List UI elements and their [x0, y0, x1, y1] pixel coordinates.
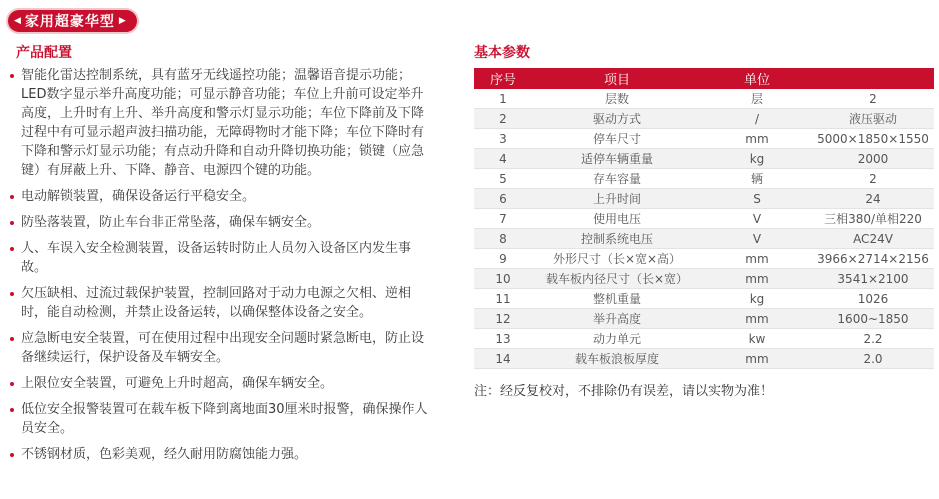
feature-text: 应急断电安全装置，可在使用过程中出现安全问题时紧急断电，防止设备继续运行，保护设备及车辆安全。	[21, 331, 425, 365]
header-index: 序号	[474, 68, 532, 89]
cell-value: 2.0	[812, 349, 934, 369]
cell-index: 13	[474, 329, 532, 349]
cell-value: 1600~1850	[812, 309, 934, 329]
cell-index: 7	[474, 209, 532, 229]
cell-value: 5000×1850×1550	[812, 129, 934, 149]
cell-item: 使用电压	[532, 209, 702, 229]
cell-unit: kw	[702, 329, 812, 349]
header-unit: 单位	[702, 68, 812, 89]
feature-item	[8, 239, 433, 277]
cell-index: 9	[474, 249, 532, 269]
cell-item: 载车板浪板厚度	[532, 349, 702, 369]
header-item: 项目	[532, 68, 702, 89]
cell-index: 2	[474, 109, 532, 129]
feature-text: 防坠落装置，防止车台非正常坠落，确保车辆安全。	[21, 215, 321, 230]
bullet-icon	[10, 74, 14, 78]
cell-index: 4	[474, 149, 532, 169]
header-value	[812, 68, 934, 89]
cell-value: 2	[812, 89, 934, 109]
right-arrow-icon: ▶	[118, 16, 127, 26]
feature-text: 电动解锁装置，确保设备运行平稳安全。	[21, 189, 256, 204]
table-row	[474, 209, 934, 229]
cell-index: 8	[474, 229, 532, 249]
feature-text: 不锈钢材质，色彩美观，经久耐用防腐蚀能力强。	[21, 447, 308, 462]
bullet-icon	[10, 408, 14, 412]
cell-index: 3	[474, 129, 532, 149]
table-row	[474, 229, 934, 249]
cell-item: 外形尺寸（长×宽×高）	[532, 249, 702, 269]
cell-index: 12	[474, 309, 532, 329]
cell-item: 存车容量	[532, 169, 702, 189]
cell-item: 上升时间	[532, 189, 702, 209]
feature-list	[8, 66, 433, 471]
cell-unit: kg	[702, 149, 812, 169]
feature-item	[8, 187, 433, 206]
cell-item: 控制系统电压	[532, 229, 702, 249]
cell-index: 1	[474, 89, 532, 109]
feature-text: 智能化雷达控制系统，具有蓝牙无线遥控功能；温馨语音提示功能；LED数字显示举升高度功能；可显示静音功能；车位上升前可设定举升高度，上升时有上升、举升高度和警示灯显示功能；车位下降前及下降过程中有可显示超声波扫描功能，无障碍物时才能下降；车位下降时有下降和警示灯显示功能；有点动升降和自动升降切换功能；锁键（应急键）有屏蔽上升、下降、静音、电源四个键的功能。	[21, 68, 425, 178]
cell-unit: /	[702, 109, 812, 129]
cell-item: 适停车辆重量	[532, 149, 702, 169]
feature-item	[8, 400, 433, 438]
feature-item	[8, 329, 433, 367]
bullet-icon	[10, 247, 14, 251]
table-row	[474, 89, 934, 109]
table-row	[474, 309, 934, 329]
cell-item: 停车尺寸	[532, 129, 702, 149]
disclaimer-note: 注：经反复校对，不排除仍有误差，请以实物为准！	[474, 384, 774, 399]
cell-unit: mm	[702, 349, 812, 369]
cell-value: 24	[812, 189, 934, 209]
cell-value: 2	[812, 169, 934, 189]
table-row	[474, 109, 934, 129]
cell-index: 11	[474, 289, 532, 309]
bullet-icon	[10, 195, 14, 199]
cell-item: 载车板内径尺寸（长×宽）	[532, 269, 702, 289]
feature-text: 上限位安全装置，可避免上升时超高，确保车辆安全。	[21, 376, 334, 391]
cell-value: 3966×2714×2156	[812, 249, 934, 269]
cell-item: 整机重量	[532, 289, 702, 309]
cell-unit: mm	[702, 129, 812, 149]
feature-item	[8, 374, 433, 393]
cell-value: 液压驱动	[812, 109, 934, 129]
left-arrow-icon: ◀	[14, 16, 22, 26]
params-title: 基本参数	[474, 45, 530, 61]
table-row	[474, 249, 934, 269]
cell-item: 举升高度	[532, 309, 702, 329]
cell-unit: 辆	[702, 169, 812, 189]
cell-index: 10	[474, 269, 532, 289]
cell-unit: mm	[702, 249, 812, 269]
cell-unit: kg	[702, 289, 812, 309]
table-row	[474, 129, 934, 149]
table-header-row	[474, 68, 934, 89]
cell-unit: S	[702, 189, 812, 209]
category-badge	[8, 10, 137, 32]
table-row	[474, 329, 934, 349]
params-table	[474, 68, 934, 369]
cell-item: 层数	[532, 89, 702, 109]
bullet-icon	[10, 382, 14, 386]
config-title: 产品配置	[16, 45, 72, 61]
feature-text: 低位安全报警装置可在载车板下降到离地面30厘米时报警，确保操作人员安全。	[21, 402, 428, 436]
cell-index: 5	[474, 169, 532, 189]
cell-value: 3541×2100	[812, 269, 934, 289]
cell-value: 三相380/单相220	[812, 209, 934, 229]
feature-text: 欠压缺相、过流过载保护装置，控制回路对于动力电源之欠相、逆相时，能自动检测，并禁止设备运转，以确保整体设备之安全。	[21, 286, 412, 320]
cell-value: AC24V	[812, 229, 934, 249]
table-row	[474, 189, 934, 209]
badge-title: 家用超豪华型	[24, 14, 115, 30]
cell-unit: V	[702, 209, 812, 229]
bullet-icon	[10, 337, 14, 341]
feature-item	[8, 66, 433, 180]
table-row	[474, 269, 934, 289]
cell-unit: mm	[702, 269, 812, 289]
bullet-icon	[10, 221, 14, 225]
feature-item	[8, 284, 433, 322]
cell-unit: V	[702, 229, 812, 249]
cell-item: 动力单元	[532, 329, 702, 349]
cell-value: 1026	[812, 289, 934, 309]
cell-unit: mm	[702, 309, 812, 329]
feature-item	[8, 445, 433, 464]
bullet-icon	[10, 292, 14, 296]
table-row	[474, 149, 934, 169]
cell-index: 14	[474, 349, 532, 369]
cell-index: 6	[474, 189, 532, 209]
bullet-icon	[10, 453, 14, 457]
table-row	[474, 169, 934, 189]
feature-item	[8, 213, 433, 232]
cell-item: 驱动方式	[532, 109, 702, 129]
cell-unit: 层	[702, 89, 812, 109]
table-row	[474, 349, 934, 369]
cell-value: 2000	[812, 149, 934, 169]
cell-value: 2.2	[812, 329, 934, 349]
feature-text: 人、车误入安全检测装置，设备运转时防止人员勿入设备区内发生事故。	[21, 241, 412, 275]
table-row	[474, 289, 934, 309]
